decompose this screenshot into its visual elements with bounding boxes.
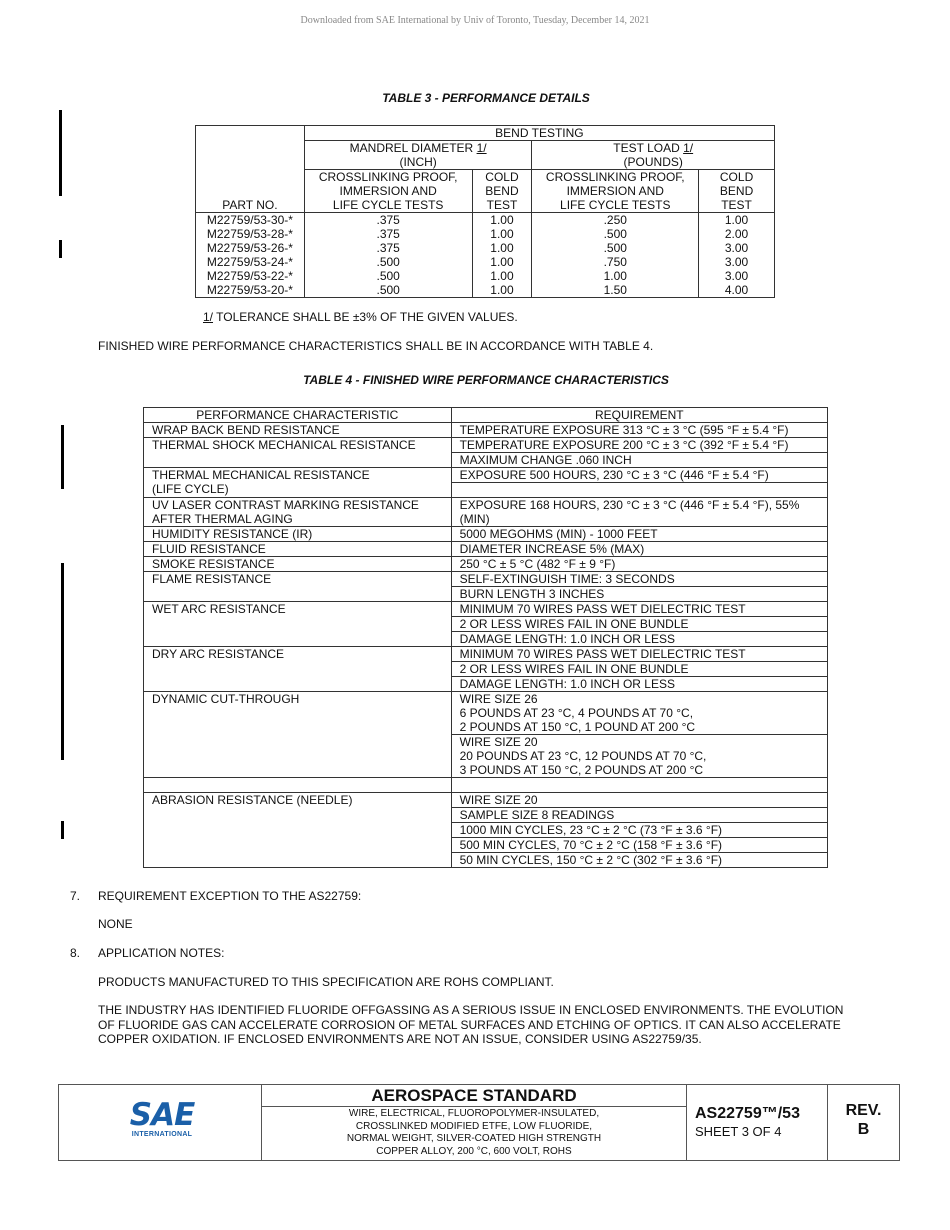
table-row: FLAME RESISTANCE SELF-EXTINGUISH TIME: 3 SECONDS [144, 572, 828, 587]
sae-logo-subtext: INTERNATIONAL [131, 1131, 193, 1138]
revision-bar [59, 240, 62, 258]
footer-revision-cell [828, 1085, 899, 1160]
table-row: ABRASION RESISTANCE (NEEDLE) WIRE SIZE 20 [144, 793, 828, 808]
download-note: Downloaded from SAE International by Univ of Toronto, Tuesday, December 14, 2021 [300, 15, 650, 26]
load-cold-header: COLD BEND TEST [699, 170, 775, 213]
table4-caption: TABLE 4 - FINISHED WIRE PERFORMANCE CHARACTERISTICS [303, 373, 669, 387]
section8-number: 8. [70, 946, 81, 960]
footer-description: WIRE, ELECTRICAL, FLUOROPOLYMER-INSULATED, CROSSLINKED MODIFIED ETFE, LOW FLUORIDE, NORMAL WEIGHT, SILVER-COATED HIGH STRENGTH COPPER ALLOY, 200 °C, 600 VOLT, ROHS [346, 1108, 602, 1157]
finished-wire-sentence: FINISHED WIRE PERFORMANCE CHARACTERISTICS SHALL BE IN ACCORDANCE WITH TABLE 4. [98, 339, 654, 353]
table-row: 500 MIN CYCLES, 70 °C ± 2 °C (158 °F ± 3.6 °F) [144, 838, 828, 853]
table-row: WET ARC RESISTANCE MINIMUM 70 WIRES PASS WET DIELECTRIC TEST [144, 602, 828, 617]
aerospace-standard-title: AEROSPACE STANDARD [262, 1085, 686, 1107]
table-row: M22759/53-28-* .375 1.00 .500 2.00 [196, 227, 775, 241]
test-load-header: TEST LOAD 1/ (POUNDS) [532, 141, 775, 170]
table-row: FLUID RESISTANCE DIAMETER INCREASE 5% (MAX) [144, 542, 828, 557]
table-row: DYNAMIC CUT-THROUGH WIRE SIZE 26 6 POUNDS AT 23 °C, 4 POUNDS AT 70 °C, 2 POUNDS AT 150 °C, 1 POUND AT 200 °C [144, 692, 828, 735]
table-row: HUMIDITY RESISTANCE (IR) 5000 MEGOHMS (MIN) - 1000 FEET [144, 527, 828, 542]
footer-description-cell [262, 1085, 687, 1160]
table-row: SMOKE RESISTANCE 250 °C ± 5 °C (482 °F ± 9 °F) [144, 557, 828, 572]
table-row: M22759/53-24-* .500 1.00 .750 3.00 [196, 255, 775, 269]
section7-title: REQUIREMENT EXCEPTION TO THE AS22759: [98, 889, 362, 903]
revision-bar [61, 821, 64, 839]
table-row: M22759/53-20-* .500 1.00 1.50 4.00 [196, 283, 775, 298]
revision-label: REV. [845, 1102, 882, 1119]
load-crosslink-header: CROSSLINKING PROOF, IMMERSION AND LIFE CYCLE TESTS [532, 170, 699, 213]
section8-para1: PRODUCTS MANUFACTURED TO THIS SPECIFICATION ARE ROHS COMPLIANT. [98, 975, 554, 989]
table-row: DAMAGE LENGTH: 1.0 INCH OR LESS [144, 632, 828, 647]
col-part-no: PART NO. [196, 126, 305, 213]
table4 [143, 407, 828, 868]
table-row: WIRE SIZE 20 20 POUNDS AT 23 °C, 12 POUNDS AT 70 °C, 3 POUNDS AT 150 °C, 2 POUNDS AT 200 °C [144, 735, 828, 778]
table-row: BURN LENGTH 3 INCHES [144, 587, 828, 602]
revision-bar [61, 425, 64, 489]
sheet-number: SHEET 3 OF 4 [695, 1124, 782, 1139]
mandrel-crosslink-header: CROSSLINKING PROOF, IMMERSION AND LIFE CYCLE TESTS [304, 170, 472, 213]
section7-body: NONE [98, 917, 133, 931]
table-row: SAMPLE SIZE 8 READINGS [144, 808, 828, 823]
table3 [195, 125, 775, 298]
table3-footnote: 1/ TOLERANCE SHALL BE ±3% OF THE GIVEN VALUES. [203, 310, 518, 324]
table3-caption: TABLE 3 - PERFORMANCE DETAILS [382, 91, 590, 105]
footer-title-block [58, 1084, 900, 1161]
table-row: DRY ARC RESISTANCE MINIMUM 70 WIRES PASS WET DIELECTRIC TEST [144, 647, 828, 662]
table-row: THERMAL SHOCK MECHANICAL RESISTANCE TEMPERATURE EXPOSURE 200 °C ± 3 °C (392 °F ± 5.4 °F) [144, 438, 828, 453]
table-row: 50 MIN CYCLES, 150 °C ± 2 °C (302 °F ± 3.6 °F) [144, 853, 828, 868]
section8-title: APPLICATION NOTES: [98, 946, 225, 960]
bend-testing-header: BEND TESTING [304, 126, 774, 141]
table-row: 2 OR LESS WIRES FAIL IN ONE BUNDLE [144, 617, 828, 632]
footer-document-number-cell [687, 1085, 828, 1160]
table-row: UV LASER CONTRAST MARKING RESISTANCE AFTER THERMAL AGING EXPOSURE 168 HOURS, 230 °C ± 3 °C (446 °F ± 5.4 °F), 55% (MIN) [144, 498, 828, 527]
table-row: THERMAL MECHANICAL RESISTANCE (LIFE CYCLE) EXPOSURE 500 HOURS, 230 °C ± 3 °C (446 °F ± 5.4 °F) [144, 468, 828, 483]
sae-logo-text: SAE [129, 1097, 195, 1133]
table-row: M22759/53-22-* .500 1.00 1.00 3.00 [196, 269, 775, 283]
table-row: MAXIMUM CHANGE .060 INCH [144, 453, 828, 468]
table-row [144, 778, 828, 793]
mandrel-cold-header: COLD BEND TEST [472, 170, 532, 213]
revision-bar [61, 563, 64, 760]
section7-number: 7. [70, 889, 81, 903]
table-row: 2 OR LESS WIRES FAIL IN ONE BUNDLE [144, 662, 828, 677]
table-row: M22759/53-30-* .375 1.00 .250 1.00 [196, 213, 775, 228]
table-row: WRAP BACK BEND RESISTANCE TEMPERATURE EXPOSURE 313 °C ± 3 °C (595 °F ± 5.4 °F) [144, 423, 828, 438]
section8-para2: THE INDUSTRY HAS IDENTIFIED FLUORIDE OFFGASSING AS A SERIOUS ISSUE IN ENCLOSED ENVIRONMENTS. THE EVOLUTION OF FLUORIDE GAS CAN ACCELERATE CORROSION OF METAL SURFACES AND ETCHING OF OPTICS. IT CAN ALSO ACCELERATE COPPER OXIDATION. IF ENCLOSED ENVIRONMENTS ARE NOT AN ISSUE, CONSIDER USING AS22759/35. [98, 1003, 844, 1046]
table-row: PERFORMANCE CHARACTERISTIC REQUIREMENT [144, 408, 828, 423]
table-row: 1000 MIN CYCLES, 23 °C ± 2 °C (73 °F ± 3.6 °F) [144, 823, 828, 838]
mandrel-header: MANDREL DIAMETER 1/ (INCH) [304, 141, 532, 170]
revision-value: B [857, 1121, 870, 1138]
document-number: AS22759™/53 [695, 1105, 800, 1122]
table-row: M22759/53-26-* .375 1.00 .500 3.00 [196, 241, 775, 255]
revision-bar [59, 110, 62, 196]
footer-logo-cell [59, 1085, 262, 1160]
sae-logo [127, 1097, 197, 1138]
table-row: DAMAGE LENGTH: 1.0 INCH OR LESS [144, 677, 828, 692]
